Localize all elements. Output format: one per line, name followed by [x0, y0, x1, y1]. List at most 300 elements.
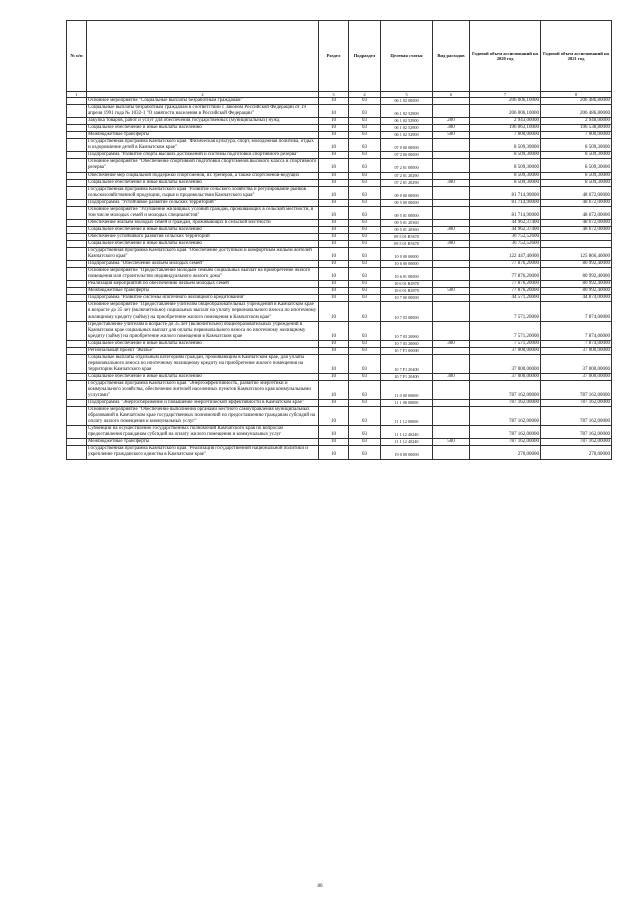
budget-table-sheet — [66, 20, 611, 460]
row-number-cell — [67, 139, 87, 152]
razdel-cell: 10 — [319, 186, 349, 199]
podrazdel-cell: 03 — [349, 439, 381, 446]
row-number-cell — [67, 407, 87, 426]
row-name-cell: Основное мероприятие "Обеспечение спортивной подготовки спортсменов высокого класса и спортивного резерва" — [87, 159, 319, 172]
row-name-cell: Обеспечение устойчивого развития сельских территорий — [87, 233, 319, 240]
podrazdel-cell: 03 — [349, 407, 381, 426]
row-name-cell: Социальное обеспечение и иные выплаты населению — [87, 340, 319, 347]
expense-type-cell — [433, 199, 470, 206]
amount-2021-cell: 270,00000 — [541, 446, 612, 459]
table-body — [67, 98, 612, 460]
podrazdel-cell: 03 — [349, 354, 381, 373]
expense-type-cell — [433, 446, 470, 459]
target-article-cell: 10 7 03 00000 — [381, 302, 433, 321]
expense-type-cell: 300 — [433, 226, 470, 233]
podrazdel-cell: 03 — [349, 380, 381, 399]
target-article-cell: 11 1 12 40240 — [381, 439, 433, 446]
amount-2021-cell: 125 866,40000 — [541, 248, 612, 261]
table-row — [67, 172, 612, 179]
row-number-cell — [67, 347, 87, 354]
row-number-cell — [67, 426, 87, 439]
row-name-cell: Межбюджетные трансферты — [87, 132, 319, 139]
amount-2021-cell: 48 672,00000 — [541, 206, 612, 219]
podrazdel-cell: 03 — [349, 446, 381, 459]
target-article-cell: 06 1 02 52900 — [381, 125, 433, 132]
row-number-cell — [67, 233, 87, 240]
amount-2021-cell: 2 948,00000 — [541, 118, 612, 125]
row-number-cell — [67, 439, 87, 446]
amount-2021-cell: 7 874,00000 — [541, 321, 612, 340]
target-article-cell: 09 5 01 00000 — [381, 206, 433, 219]
target-article-cell: 09 5 01 R5670 — [381, 233, 433, 240]
podrazdel-cell: 03 — [349, 281, 381, 288]
razdel-cell: 10 — [319, 206, 349, 219]
amount-2021-cell — [541, 233, 612, 240]
podrazdel-cell: 03 — [349, 426, 381, 439]
table-row — [67, 179, 612, 186]
amount-2020-cell: 8 509,30000 — [470, 152, 541, 159]
expense-type-cell — [433, 152, 470, 159]
amount-2020-cell: 787 162,00000 — [470, 407, 541, 426]
target-article-cell: 06 1 02 52900 — [381, 105, 433, 118]
amount-2020-cell: 787 162,00000 — [470, 400, 541, 407]
razdel-cell: 10 — [319, 347, 349, 354]
column-number: 8 — [541, 92, 612, 98]
row-name-cell: Социальное обеспечение и иные выплаты населению — [87, 240, 319, 247]
razdel-cell: 10 — [319, 261, 349, 268]
amount-2020-cell: 787 162,00000 — [470, 380, 541, 399]
table-row — [67, 118, 612, 125]
table-row — [67, 288, 612, 295]
table-row — [67, 206, 612, 219]
podrazdel-cell: 03 — [349, 347, 381, 354]
expense-type-cell: 200 — [433, 118, 470, 125]
table-row — [67, 347, 612, 354]
row-name-cell: Межбюджетные трансферты — [87, 288, 319, 295]
table-row — [67, 373, 612, 380]
amount-2021-cell: 80 992,40000 — [541, 288, 612, 295]
target-article-cell: 07 2 01 20290 — [381, 172, 433, 179]
expense-type-cell — [433, 400, 470, 407]
podrazdel-cell: 03 — [349, 226, 381, 233]
row-number-cell — [67, 373, 87, 380]
razdel-cell: 10 — [319, 159, 349, 172]
table-row — [67, 400, 612, 407]
table-row — [67, 233, 612, 240]
row-number-cell — [67, 288, 87, 295]
table-row — [67, 186, 612, 199]
amount-2021-cell: 37 000,00000 — [541, 373, 612, 380]
header-target-article: Целевая статья — [381, 21, 433, 92]
podrazdel-cell: 03 — [349, 321, 381, 340]
razdel-cell: 10 — [319, 105, 349, 118]
table-row — [67, 240, 612, 247]
podrazdel-cell: 03 — [349, 288, 381, 295]
table-row — [67, 261, 612, 268]
row-name-cell: Обеспечение мер социальной поддержки спортсменов, их тренеров, а также спортсменов-ведущих — [87, 172, 319, 179]
podrazdel-cell: 03 — [349, 295, 381, 302]
podrazdel-cell: 03 — [349, 159, 381, 172]
amount-2020-cell: 787 162,00000 — [470, 439, 541, 446]
target-article-cell: 09 5 00 00000 — [381, 199, 433, 206]
row-number-cell — [67, 159, 87, 172]
target-article-cell: 10 6 01 R4970 — [381, 281, 433, 288]
amount-2020-cell: 77 876,20000 — [470, 288, 541, 295]
table-row — [67, 426, 612, 439]
row-number-cell — [67, 226, 87, 233]
amount-2021-cell — [541, 240, 612, 247]
amount-2021-cell: 37 000,00000 — [541, 347, 612, 354]
target-article-cell: 09 5 01 R5670 — [381, 240, 433, 247]
razdel-cell: 10 — [319, 98, 349, 105]
razdel-cell: 10 — [319, 199, 349, 206]
expense-type-cell: 500 — [433, 132, 470, 139]
expense-type-cell — [433, 321, 470, 340]
target-article-cell: 06 1 02 00000 — [381, 98, 433, 105]
expense-type-cell — [433, 233, 470, 240]
amount-2020-cell: 44 962,37400 — [470, 219, 541, 226]
razdel-cell: 10 — [319, 380, 349, 399]
row-number-cell — [67, 268, 87, 281]
target-article-cell: 11 1 12 00000 — [381, 407, 433, 426]
expense-type-cell — [433, 159, 470, 172]
row-name-cell: Межбюджетные трансферты — [87, 439, 319, 446]
amount-2021-cell: 196 538,80000 — [541, 125, 612, 132]
row-number-cell — [67, 446, 87, 459]
razdel-cell: 10 — [319, 219, 349, 226]
row-number-cell — [67, 199, 87, 206]
razdel-cell: 10 — [319, 302, 349, 321]
razdel-cell: 10 — [319, 373, 349, 380]
expense-type-cell — [433, 426, 470, 439]
podrazdel-cell: 03 — [349, 302, 381, 321]
razdel-cell: 10 — [319, 233, 349, 240]
row-number-cell — [67, 321, 87, 340]
header-expense-type: Вид расходов — [433, 21, 470, 92]
amount-2021-cell: 80 992,40000 — [541, 261, 612, 268]
target-article-cell: 10 7 F1 00000 — [381, 347, 433, 354]
table-row — [67, 98, 612, 105]
row-number-cell — [67, 172, 87, 179]
expense-type-cell: 300 — [433, 179, 470, 186]
amount-2021-cell: 48 672,00000 — [541, 199, 612, 206]
amount-2020-cell: 2 943,00000 — [470, 118, 541, 125]
amount-2020-cell: 7 571,20000 — [470, 302, 541, 321]
expense-type-cell: 500 — [433, 439, 470, 446]
amount-2020-cell: 7 000,00000 — [470, 132, 541, 139]
row-name-cell: Социальное обеспечение и иные выплаты населению — [87, 373, 319, 380]
amount-2021-cell: 787 162,00000 — [541, 400, 612, 407]
amount-2020-cell: 270,00000 — [470, 446, 541, 459]
expense-type-cell — [433, 139, 470, 152]
podrazdel-cell: 03 — [349, 340, 381, 347]
amount-2020-cell: 81 714,90000 — [470, 186, 541, 199]
amount-2020-cell: 44 571,20000 — [470, 295, 541, 302]
amount-2021-cell: 8 509,30000 — [541, 179, 612, 186]
podrazdel-cell: 03 — [349, 132, 381, 139]
target-article-cell: 07 2 01 20290 — [381, 179, 433, 186]
amount-2021-cell: 8 509,30000 — [541, 159, 612, 172]
razdel-cell: 10 — [319, 268, 349, 281]
amount-2021-cell: 7 874,00000 — [541, 302, 612, 321]
razdel-cell: 10 — [319, 400, 349, 407]
podrazdel-cell: 03 — [349, 179, 381, 186]
target-article-cell: 10 7 03 20060 — [381, 340, 433, 347]
column-number: 1 — [67, 92, 87, 98]
column-number: 4 — [349, 92, 381, 98]
row-name-cell: Подпрограмма "Развитие системы ипотечного жилищного кредитования" — [87, 295, 319, 302]
column-number: 5 — [381, 92, 433, 98]
podrazdel-cell: 03 — [349, 152, 381, 159]
expense-type-cell — [433, 407, 470, 426]
razdel-cell: 10 — [319, 152, 349, 159]
table-row — [67, 226, 612, 233]
target-article-cell: 10 6 00 00000 — [381, 261, 433, 268]
row-number-cell — [67, 118, 87, 125]
razdel-cell: 10 — [319, 118, 349, 125]
razdel-cell: 10 — [319, 426, 349, 439]
row-name-cell: Субвенции на осуществление государственных полномочий Камчатского края по вопросам предоставления гражданам субсидий на оплату жилого помещения и коммунальных услуг — [87, 426, 319, 439]
amount-2020-cell: 206 006,10000 — [470, 105, 541, 118]
target-article-cell: 10 0 00 00000 — [381, 248, 433, 261]
amount-2020-cell: 8 509,30000 — [470, 139, 541, 152]
table-row — [67, 105, 612, 118]
podrazdel-cell: 03 — [349, 219, 381, 226]
row-number-cell — [67, 98, 87, 105]
razdel-cell: 10 — [319, 240, 349, 247]
column-number: 2 — [87, 92, 319, 98]
header-name — [87, 21, 319, 92]
table-row — [67, 125, 612, 132]
expense-type-cell — [433, 261, 470, 268]
table-row — [67, 199, 612, 206]
row-number-cell — [67, 179, 87, 186]
row-number-cell — [67, 400, 87, 407]
amount-2020-cell: 37 000,00000 — [470, 347, 541, 354]
row-name-cell: Государственная программа Камчатского края "Развитие сельского хозяйства и регулирование рынков сельскохозяйственной продукции, сырья и продовольствия Камчатского края" — [87, 186, 319, 199]
podrazdel-cell: 03 — [349, 98, 381, 105]
amount-2020-cell: 81 714,90000 — [470, 206, 541, 219]
expense-type-cell — [433, 98, 470, 105]
target-article-cell: 11 1 00 00000 — [381, 400, 433, 407]
row-number-cell — [67, 206, 87, 219]
target-article-cell: 09 5 01 20360 — [381, 219, 433, 226]
razdel-cell: 10 — [319, 340, 349, 347]
row-number-cell — [67, 248, 87, 261]
amount-2020-cell: 77 876,20000 — [470, 261, 541, 268]
row-name-cell: Государственная программа Камчатского края "Реализация государственной национальной политики и укрепление гражданского единства в Камчатском крае" — [87, 446, 319, 459]
amount-2021-cell: 8 509,30000 — [541, 152, 612, 159]
expense-type-cell: 300 — [433, 373, 470, 380]
row-name-cell: Социальное обеспечение и иные выплаты населению — [87, 179, 319, 186]
row-name-cell: Основное мероприятие "Обеспечение выполнения органами местного самоуправления муниципальных образований в Камчатском крае государственных полномочий по предоставлению гражданам субсидий на оплату жилого помещения и коммунальных услуг" — [87, 407, 319, 426]
amount-2021-cell: 787 162,00000 — [541, 439, 612, 446]
razdel-cell: 10 — [319, 407, 349, 426]
column-number: 6 — [433, 92, 470, 98]
target-article-cell: 07 2 01 00000 — [381, 159, 433, 172]
header-amount-2021: Годовой объем ассигнований на 2021 год — [541, 21, 612, 92]
podrazdel-cell: 03 — [349, 172, 381, 179]
target-article-cell: 11 1 12 40240 — [381, 426, 433, 439]
podrazdel-cell: 03 — [349, 118, 381, 125]
razdel-cell: 10 — [319, 226, 349, 233]
row-name-cell: Социальное обеспечение и иные выплаты населению — [87, 226, 319, 233]
razdel-cell: 10 — [319, 354, 349, 373]
razdel-cell: 10 — [319, 179, 349, 186]
column-number: 7 — [470, 92, 541, 98]
target-article-cell: 07 0 00 00000 — [381, 139, 433, 152]
row-name-cell: Обеспечение жильем молодых семей и граждан, проживающих в сельской местности — [87, 219, 319, 226]
row-name-cell: Государственная программа Камчатского края "Энергоэффективность, развитие энергетики и коммунального хозяйства, обеспечение жителей населенных пунктов Камчатского края коммунальными услугами" — [87, 380, 319, 399]
row-name-cell: Социальное обеспечение и иные выплаты населению — [87, 125, 319, 132]
target-article-cell: 10 6 01 00000 — [381, 268, 433, 281]
row-number-cell — [67, 240, 87, 247]
razdel-cell: 10 — [319, 281, 349, 288]
table-row — [67, 340, 612, 347]
row-number-cell — [67, 261, 87, 268]
amount-2021-cell: 80 992,40000 — [541, 281, 612, 288]
expense-type-cell — [433, 105, 470, 118]
amount-2021-cell: 37 000,00000 — [541, 354, 612, 373]
podrazdel-cell: 03 — [349, 261, 381, 268]
target-article-cell: 10 7 00 00000 — [381, 295, 433, 302]
table-row — [67, 380, 612, 399]
target-article-cell: 11 0 00 00000 — [381, 380, 433, 399]
row-name-cell: Предоставление учителям в возрасте до 35 лет (включительно) общеобразовательных учреждений в Камчатском крае социальных выплат для оплаты первоначального взноса по ипотечному жилищному кредиту (займу) на приобретение жилого помещения в Камчатском крае — [87, 321, 319, 340]
amount-2021-cell: 206 486,80000 — [541, 105, 612, 118]
amount-2020-cell: 37 000,00000 — [470, 373, 541, 380]
amount-2021-cell: 80 992,40000 — [541, 268, 612, 281]
expense-type-cell — [433, 248, 470, 261]
row-name-cell: Реализация мероприятий по обеспечению жильем молодых семей — [87, 281, 319, 288]
table-row — [67, 152, 612, 159]
amount-2020-cell: 36 752,52600 — [470, 240, 541, 247]
amount-2021-cell: 8 509,30000 — [541, 172, 612, 179]
amount-2020-cell: 81 714,90000 — [470, 199, 541, 206]
row-name-cell: Основное мероприятие "Предоставление учителям общеобразовательных учреждений в Камчатском крае в возрасте до 35 лет (включительно) социальных выплат на уплату первоначального взноса по ипотечному жилищному кредиту (займу) на приобретение жилого помещения в Камчатском крае" — [87, 302, 319, 321]
target-article-cell: 10 7 F1 20400 — [381, 354, 433, 373]
row-name-cell: Государственная программа Камчатского края "Физическая культура, спорт, молодежная политика, отдых и оздоровление детей в Камчатском крае" — [87, 139, 319, 152]
table-row — [67, 446, 612, 459]
row-name-cell: Региональный проект "Жилье" — [87, 347, 319, 354]
expense-type-cell — [433, 281, 470, 288]
amount-2020-cell: 8 509,30000 — [470, 172, 541, 179]
amount-2021-cell: 48 672,00000 — [541, 219, 612, 226]
podrazdel-cell: 03 — [349, 373, 381, 380]
table-row — [67, 295, 612, 302]
row-number-cell — [67, 132, 87, 139]
podrazdel-cell: 03 — [349, 240, 381, 247]
amount-2020-cell: 37 000,00000 — [470, 354, 541, 373]
podrazdel-cell: 03 — [349, 105, 381, 118]
amount-2020-cell: 7 571,20000 — [470, 340, 541, 347]
row-number-cell — [67, 105, 87, 118]
table-header-row — [67, 21, 612, 92]
podrazdel-cell: 03 — [349, 186, 381, 199]
table-row — [67, 219, 612, 226]
table-row — [67, 439, 612, 446]
row-number-cell — [67, 302, 87, 321]
amount-2020-cell: 36 752,52600 — [470, 233, 541, 240]
table-row — [67, 354, 612, 373]
expense-type-cell: 300 — [433, 125, 470, 132]
razdel-cell: 10 — [319, 295, 349, 302]
row-number-cell — [67, 125, 87, 132]
row-number-cell — [67, 152, 87, 159]
podrazdel-cell: 03 — [349, 199, 381, 206]
razdel-cell: 10 — [319, 248, 349, 261]
table-row — [67, 139, 612, 152]
row-number-cell — [67, 281, 87, 288]
row-number-cell — [67, 354, 87, 373]
podrazdel-cell: 03 — [349, 248, 381, 261]
razdel-cell: 10 — [319, 172, 349, 179]
row-name-cell: Основное мероприятие "Социальные выплаты безработным гражданам" — [87, 98, 319, 105]
table-row — [67, 159, 612, 172]
amount-2021-cell: 44 874,00000 — [541, 295, 612, 302]
amount-2020-cell: 122 447,40000 — [470, 248, 541, 261]
table-row — [67, 321, 612, 340]
amount-2021-cell: 206 486,80000 — [541, 98, 612, 105]
expense-type-cell — [433, 347, 470, 354]
target-article-cell: 10 6 01 R4970 — [381, 288, 433, 295]
target-article-cell: 10 7 F1 20400 — [381, 373, 433, 380]
budget-table — [66, 20, 612, 460]
target-article-cell: 09 0 00 00000 — [381, 186, 433, 199]
table-row — [67, 407, 612, 426]
expense-type-cell — [433, 268, 470, 281]
podrazdel-cell: 03 — [349, 206, 381, 219]
razdel-cell: 10 — [319, 132, 349, 139]
target-article-cell: 06 1 02 52900 — [381, 118, 433, 125]
razdel-cell: 10 — [319, 125, 349, 132]
expense-type-cell — [433, 380, 470, 399]
razdel-cell: 10 — [319, 321, 349, 340]
target-article-cell: 19 0 00 00000 — [381, 446, 433, 459]
target-article-cell: 10 7 03 20060 — [381, 321, 433, 340]
table-row — [67, 302, 612, 321]
amount-2021-cell: 787 162,00000 — [541, 407, 612, 426]
expense-type-cell: 300 — [433, 340, 470, 347]
row-name-cell: Подпрограмма "Энергосбережение и повышение энергетической эффективности в Камчатском крае" — [87, 400, 319, 407]
razdel-cell: 10 — [319, 439, 349, 446]
row-name-cell: Социальные выплаты отдельным категориям граждан, проживающим в Камчатском крае, для уплаты первоначального взноса по ипотечному жилищному кредиту на приобретение жилого помещения на территории Камчатского края — [87, 354, 319, 373]
podrazdel-cell: 03 — [349, 125, 381, 132]
podrazdel-cell: 03 — [349, 233, 381, 240]
table-row — [67, 132, 612, 139]
header-number: № п/п — [67, 21, 87, 92]
amount-2021-cell: 7 000,00000 — [541, 132, 612, 139]
expense-type-cell — [433, 186, 470, 199]
amount-2020-cell: 787 162,00000 — [470, 426, 541, 439]
table-row — [67, 268, 612, 281]
razdel-cell: 10 — [319, 288, 349, 295]
row-name-cell: Государственная программа Камчатского края "Обеспечение доступным и комфортным жильем жителей Камчатского края" — [87, 248, 319, 261]
expense-type-cell: 300 — [433, 240, 470, 247]
row-number-cell — [67, 186, 87, 199]
amount-2020-cell: 7 571,20000 — [470, 321, 541, 340]
expense-type-cell — [433, 354, 470, 373]
row-number-cell — [67, 380, 87, 399]
table-row — [67, 281, 612, 288]
expense-type-cell — [433, 172, 470, 179]
row-name-cell: Основное мероприятие "Предоставление молодым семьям социальных выплат на приобретение жилого помещения или строительство индивидуального жилого дома" — [87, 268, 319, 281]
amount-2021-cell: 48 672,00000 — [541, 186, 612, 199]
column-number: 3 — [319, 92, 349, 98]
amount-2020-cell: 77 876,20000 — [470, 281, 541, 288]
amount-2021-cell: 7 874,00000 — [541, 340, 612, 347]
expense-type-cell — [433, 219, 470, 226]
